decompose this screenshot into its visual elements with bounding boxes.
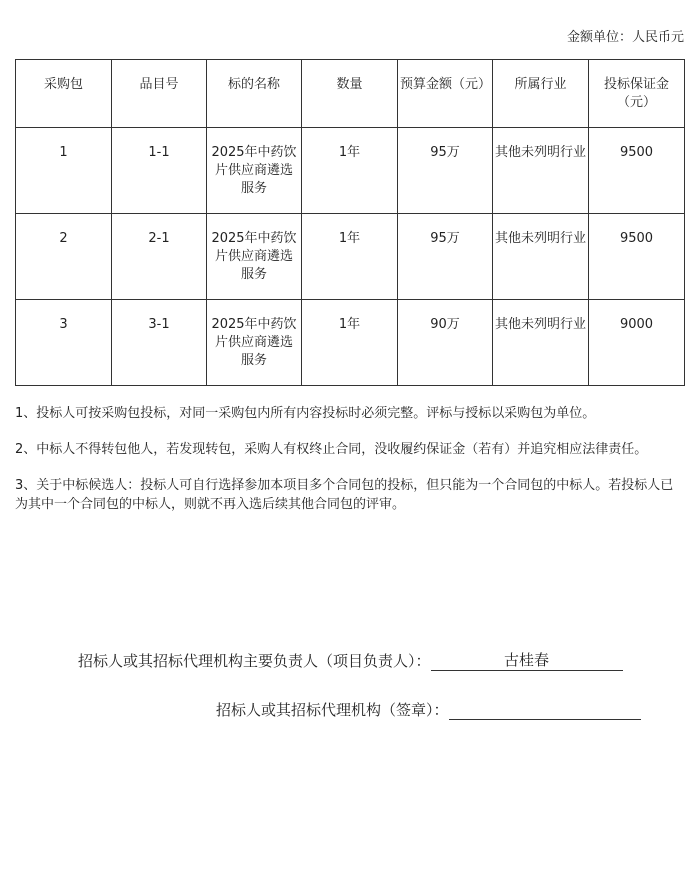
cell-subject-name: 2025年中药饮片供应商遴选服务 bbox=[207, 300, 302, 386]
header-budget: 预算金额（元） bbox=[398, 60, 493, 128]
notes-section bbox=[15, 404, 684, 531]
cell-package: 2 bbox=[16, 214, 112, 300]
cell-industry: 其他未列明行业 bbox=[493, 128, 589, 214]
seal-label: 招标人或其招标代理机构（签章）： bbox=[216, 701, 449, 719]
cell-industry: 其他未列明行业 bbox=[493, 214, 589, 300]
seal-line bbox=[449, 699, 641, 720]
header-item-no: 品目号 bbox=[112, 60, 207, 128]
cell-subject-name: 2025年中药饮片供应商遴选服务 bbox=[207, 214, 302, 300]
responsible-person-label: 招标人或其招标代理机构主要负责人（项目负责人）： bbox=[78, 652, 431, 670]
cell-package: 1 bbox=[16, 128, 112, 214]
cell-quantity: 1年 bbox=[302, 214, 398, 300]
header-subject-name: 标的名称 bbox=[207, 60, 302, 128]
cell-industry: 其他未列明行业 bbox=[493, 300, 589, 386]
cell-budget: 90万 bbox=[398, 300, 493, 386]
cell-deposit: 9500 bbox=[589, 128, 685, 214]
cell-item-no: 1-1 bbox=[112, 128, 207, 214]
cell-item-no: 2-1 bbox=[112, 214, 207, 300]
cell-budget: 95万 bbox=[398, 128, 493, 214]
header-deposit: 投标保证金（元） bbox=[589, 60, 685, 128]
table-row bbox=[16, 300, 685, 386]
header-package: 采购包 bbox=[16, 60, 112, 128]
responsible-person-row bbox=[78, 650, 623, 671]
cell-quantity: 1年 bbox=[302, 128, 398, 214]
table-header-row bbox=[16, 60, 685, 128]
cell-subject-name: 2025年中药饮片供应商遴选服务 bbox=[207, 128, 302, 214]
header-quantity: 数量 bbox=[302, 60, 398, 128]
cell-quantity: 1年 bbox=[302, 300, 398, 386]
note-item: 3、关于中标候选人：投标人可自行选择参加本项目多个合同包的投标，但只能为一个合同包的中标人。若投标人已为其中一个合同包的中标人，则就不再入选后续其他合同包的评审。 bbox=[15, 478, 674, 512]
table-row bbox=[16, 128, 685, 214]
cell-item-no: 3-1 bbox=[112, 300, 207, 386]
cell-package: 3 bbox=[16, 300, 112, 386]
note-item: 2、中标人不得转包他人，若发现转包，采购人有权终止合同，没收履约保证金（若有）并追究相应法律责任。 bbox=[15, 442, 648, 457]
cell-budget: 95万 bbox=[398, 214, 493, 300]
seal-row bbox=[216, 699, 641, 720]
cell-deposit: 9000 bbox=[589, 300, 685, 386]
procurement-table bbox=[15, 59, 685, 386]
amount-unit-label: 金额单位：人民币元 bbox=[566, 30, 684, 45]
note-item: 1、投标人可按采购包投标，对同一采购包内所有内容投标时必须完整。评标与授标以采购包为单位。 bbox=[15, 406, 596, 421]
header-industry: 所属行业 bbox=[493, 60, 589, 128]
responsible-person-name: 古桂春 bbox=[431, 650, 623, 671]
table-row bbox=[16, 214, 685, 300]
cell-deposit: 9500 bbox=[589, 214, 685, 300]
